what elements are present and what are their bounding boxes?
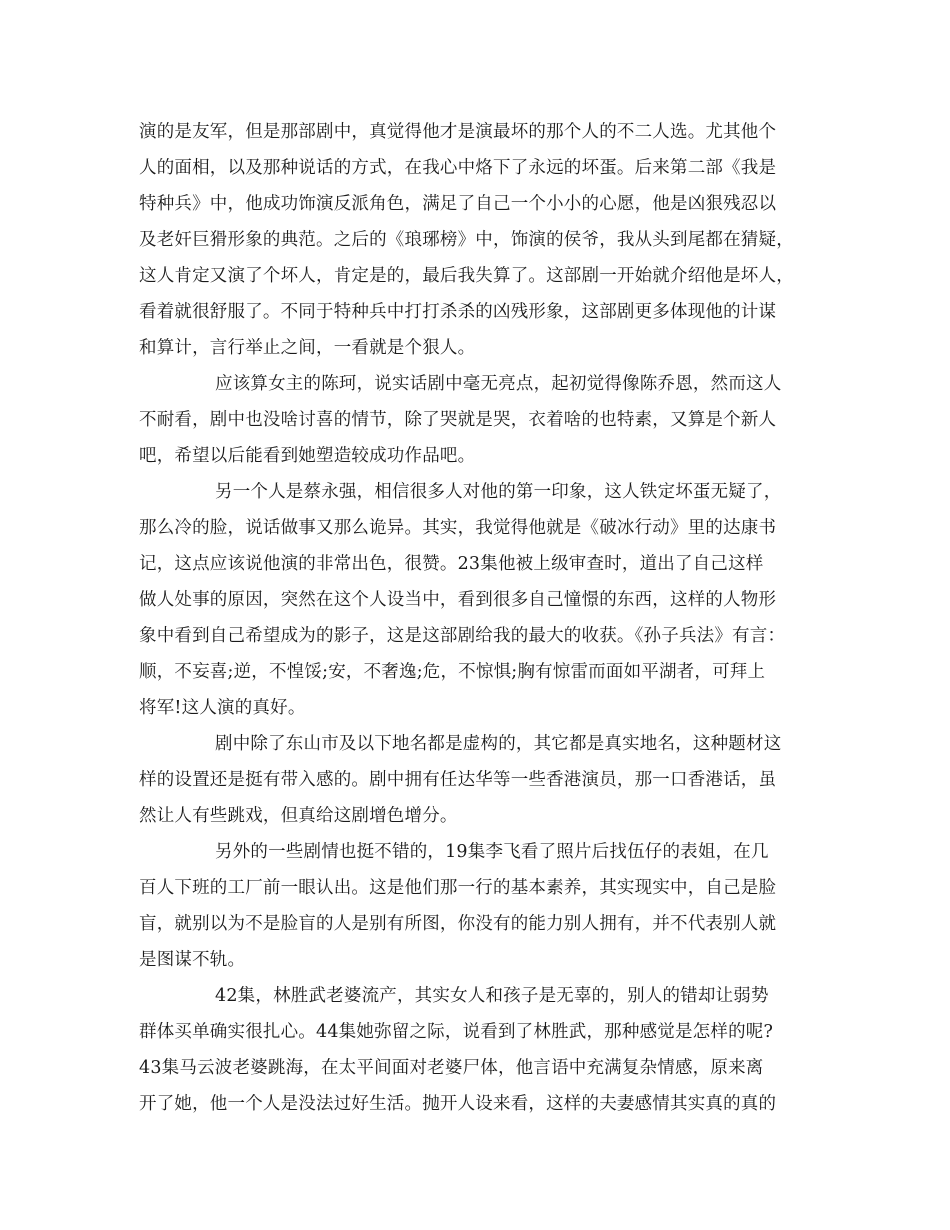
text-line: 是图谋不轨。: [139, 950, 246, 970]
text-line: 人的面相，以及那种说话的方式，在我心中烙下了永远的坏蛋。后来第二部《我是: [139, 158, 777, 178]
text-line: 样的设置还是挺有带入感的。剧中拥有任达华等一些香港演员，那一口香港话，虽: [139, 770, 777, 790]
text-line: 盲，就别以为不是脸盲的人是别有所图，你没有的能力别人拥有，并不代表别人就: [139, 914, 777, 934]
text-line: 将军!这人演的真好。: [139, 698, 306, 718]
text-line: 百人下班的工厂前一眼认出。这是他们那一行的基本素养，其实现实中，自己是脸: [139, 878, 777, 898]
text-line: 象中看到自己希望成为的影子，这是这部剧给我的最大的收获。《孙子兵法》有言：: [139, 626, 786, 646]
text-line: 开了她，他一个人是没法过好生活。抛开人设来看，这样的夫妻感情其实真的真的: [139, 1094, 777, 1114]
paragraph-first-line: 42集，林胜武老婆流产，其实女人和孩子是无辜的，别人的错却让弱势: [215, 986, 769, 1006]
text-line: 然让人有些跳戏，但真给这剧增色增分。: [139, 806, 458, 826]
text-line: 特种兵》中，他成功饰演反派角色，满足了自己一个小小的心愿，他是凶狠残忍以: [139, 194, 777, 214]
text-line: 吧，希望以后能看到她塑造较成功作品吧。: [139, 446, 476, 466]
text-line: 43集马云波老婆跳海，在太平间面对老婆尸体，他言语中充满复杂情感，原来离: [139, 1058, 764, 1078]
text-line: 群体买单确实很扎心。44集她弥留之际，说看到了林胜武，那种感觉是怎样的呢?: [139, 1022, 774, 1042]
text-line: 那么冷的脸，说话做事又那么诡异。其实，我觉得他就是《破冰行动》里的达康书: [139, 518, 777, 538]
text-line: 和算计，言行举止之间，一看就是个狠人。: [139, 338, 476, 358]
text-line: 看着就很舒服了。不同于特种兵中打打杀杀的凶残形象，这部剧更多体现他的计谋: [139, 302, 777, 322]
text-line: 演的是友军，但是那部剧中，真觉得他才是演最坏的那个人的不二人选。尤其他个: [139, 122, 777, 142]
text-line: 记，这点应该说他演的非常出色，很赞。23集他被上级审查时，道出了自己这样: [139, 554, 764, 574]
text-line: 这人肯定又演了个坏人，肯定是的，最后我失算了。这部剧一开始就介绍他是坏人，: [139, 266, 794, 286]
text-line: 及老奸巨猾形象的典范。之后的《琅琊榜》中，饰演的侯爷，我从头到尾都在猜疑，: [139, 230, 794, 250]
paragraph-first-line: 应该算女主的陈珂，说实话剧中毫无亮点，起初觉得像陈乔恩，然而这人: [215, 374, 782, 394]
paragraph-first-line: 另外的一些剧情也挺不错的，19集李飞看了照片后找伍仔的表姐，在几: [215, 842, 769, 862]
paragraph-first-line: 剧中除了东山市及以下地名都是虚构的，其它都是真实地名，这种题材这: [215, 734, 782, 754]
text-line: 不耐看，剧中也没啥讨喜的情节，除了哭就是哭，衣着啥的也特素，又算是个新人: [139, 410, 777, 430]
text-line: 做人处事的原因，突然在这个人设当中，看到很多自己憧憬的东西，这样的人物形: [139, 590, 777, 610]
text-line: 顺，不妄喜;逆，不惶馁;安，不奢逸;危，不惊惧;胸有惊雷而面如平湖者，可拜上: [139, 662, 766, 682]
paragraph-first-line: 另一个人是蔡永强，相信很多人对他的第一印象，这人铁定坏蛋无疑了，: [215, 482, 782, 502]
